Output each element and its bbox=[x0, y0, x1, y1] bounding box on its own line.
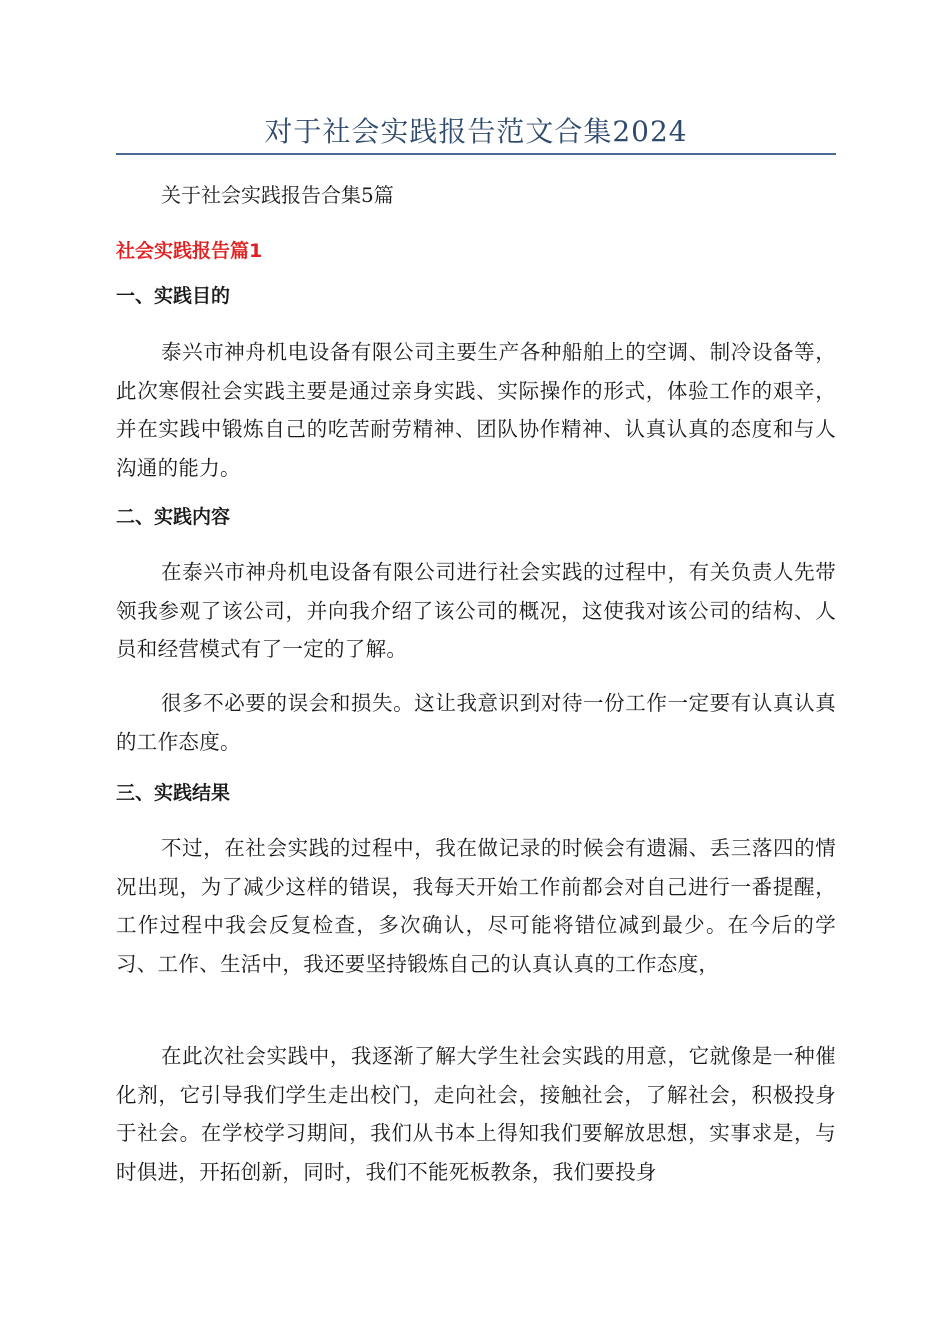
document-title: 对于社会实践报告范文合集2024 bbox=[264, 115, 688, 148]
paragraph-purpose: 泰兴市神舟机电设备有限公司主要生产各种船舶上的空调、制冷设备等，此次寒假社会实践主要是通过亲身实践、实际操作的形式，体验工作的艰辛，并在实践中锻炼自己的吃苦耐劳精神、团队协作精神、认真认真的态度和与人沟通的能力。 bbox=[116, 340, 836, 480]
heading-result: 三、实践结果 bbox=[116, 782, 231, 804]
heading-purpose: 一、实践目的 bbox=[116, 285, 231, 307]
title-underline bbox=[116, 153, 836, 155]
paragraph-result-1: 不过，在社会实践的过程中，我在做记录的时候会有遗漏、丢三落四的情况出现，为了减少这样的错误，我每天开始工作前都会对自己进行一番提醒，工作过程中我会反复检查，多次确认，尽可能将错位减到最少。在今后的学习、工作、生活中，我还要坚持锻炼自己的认真认真的工作态度， bbox=[116, 836, 836, 976]
section-title: 社会实践报告篇1 bbox=[116, 240, 263, 262]
paragraph-content-1: 在泰兴市神舟机电设备有限公司进行社会实践的过程中，有关负责人先带领我参观了该公司，并向我介绍了该公司的概况，这使我对该公司的结构、人员和经营模式有了一定的了解。 bbox=[116, 560, 836, 661]
document-subtitle: 关于社会实践报告合集5篇 bbox=[161, 183, 394, 207]
paragraph-content-2: 很多不必要的误会和损失。这让我意识到对待一份工作一定要有认真认真的工作态度。 bbox=[116, 691, 836, 754]
heading-content: 二、实践内容 bbox=[116, 506, 231, 528]
paragraph-result-2: 在此次社会实践中，我逐渐了解大学生社会实践的用意，它就像是一种催化剂，它引导我们学生走出校门，走向社会，接触社会，了解社会，积极投身于社会。在学校学习期间，我们从书本上得知我们要解放思想，实事求是，与时俱进，开拓创新，同时，我们不能死板教条，我们要投身 bbox=[116, 1044, 836, 1184]
